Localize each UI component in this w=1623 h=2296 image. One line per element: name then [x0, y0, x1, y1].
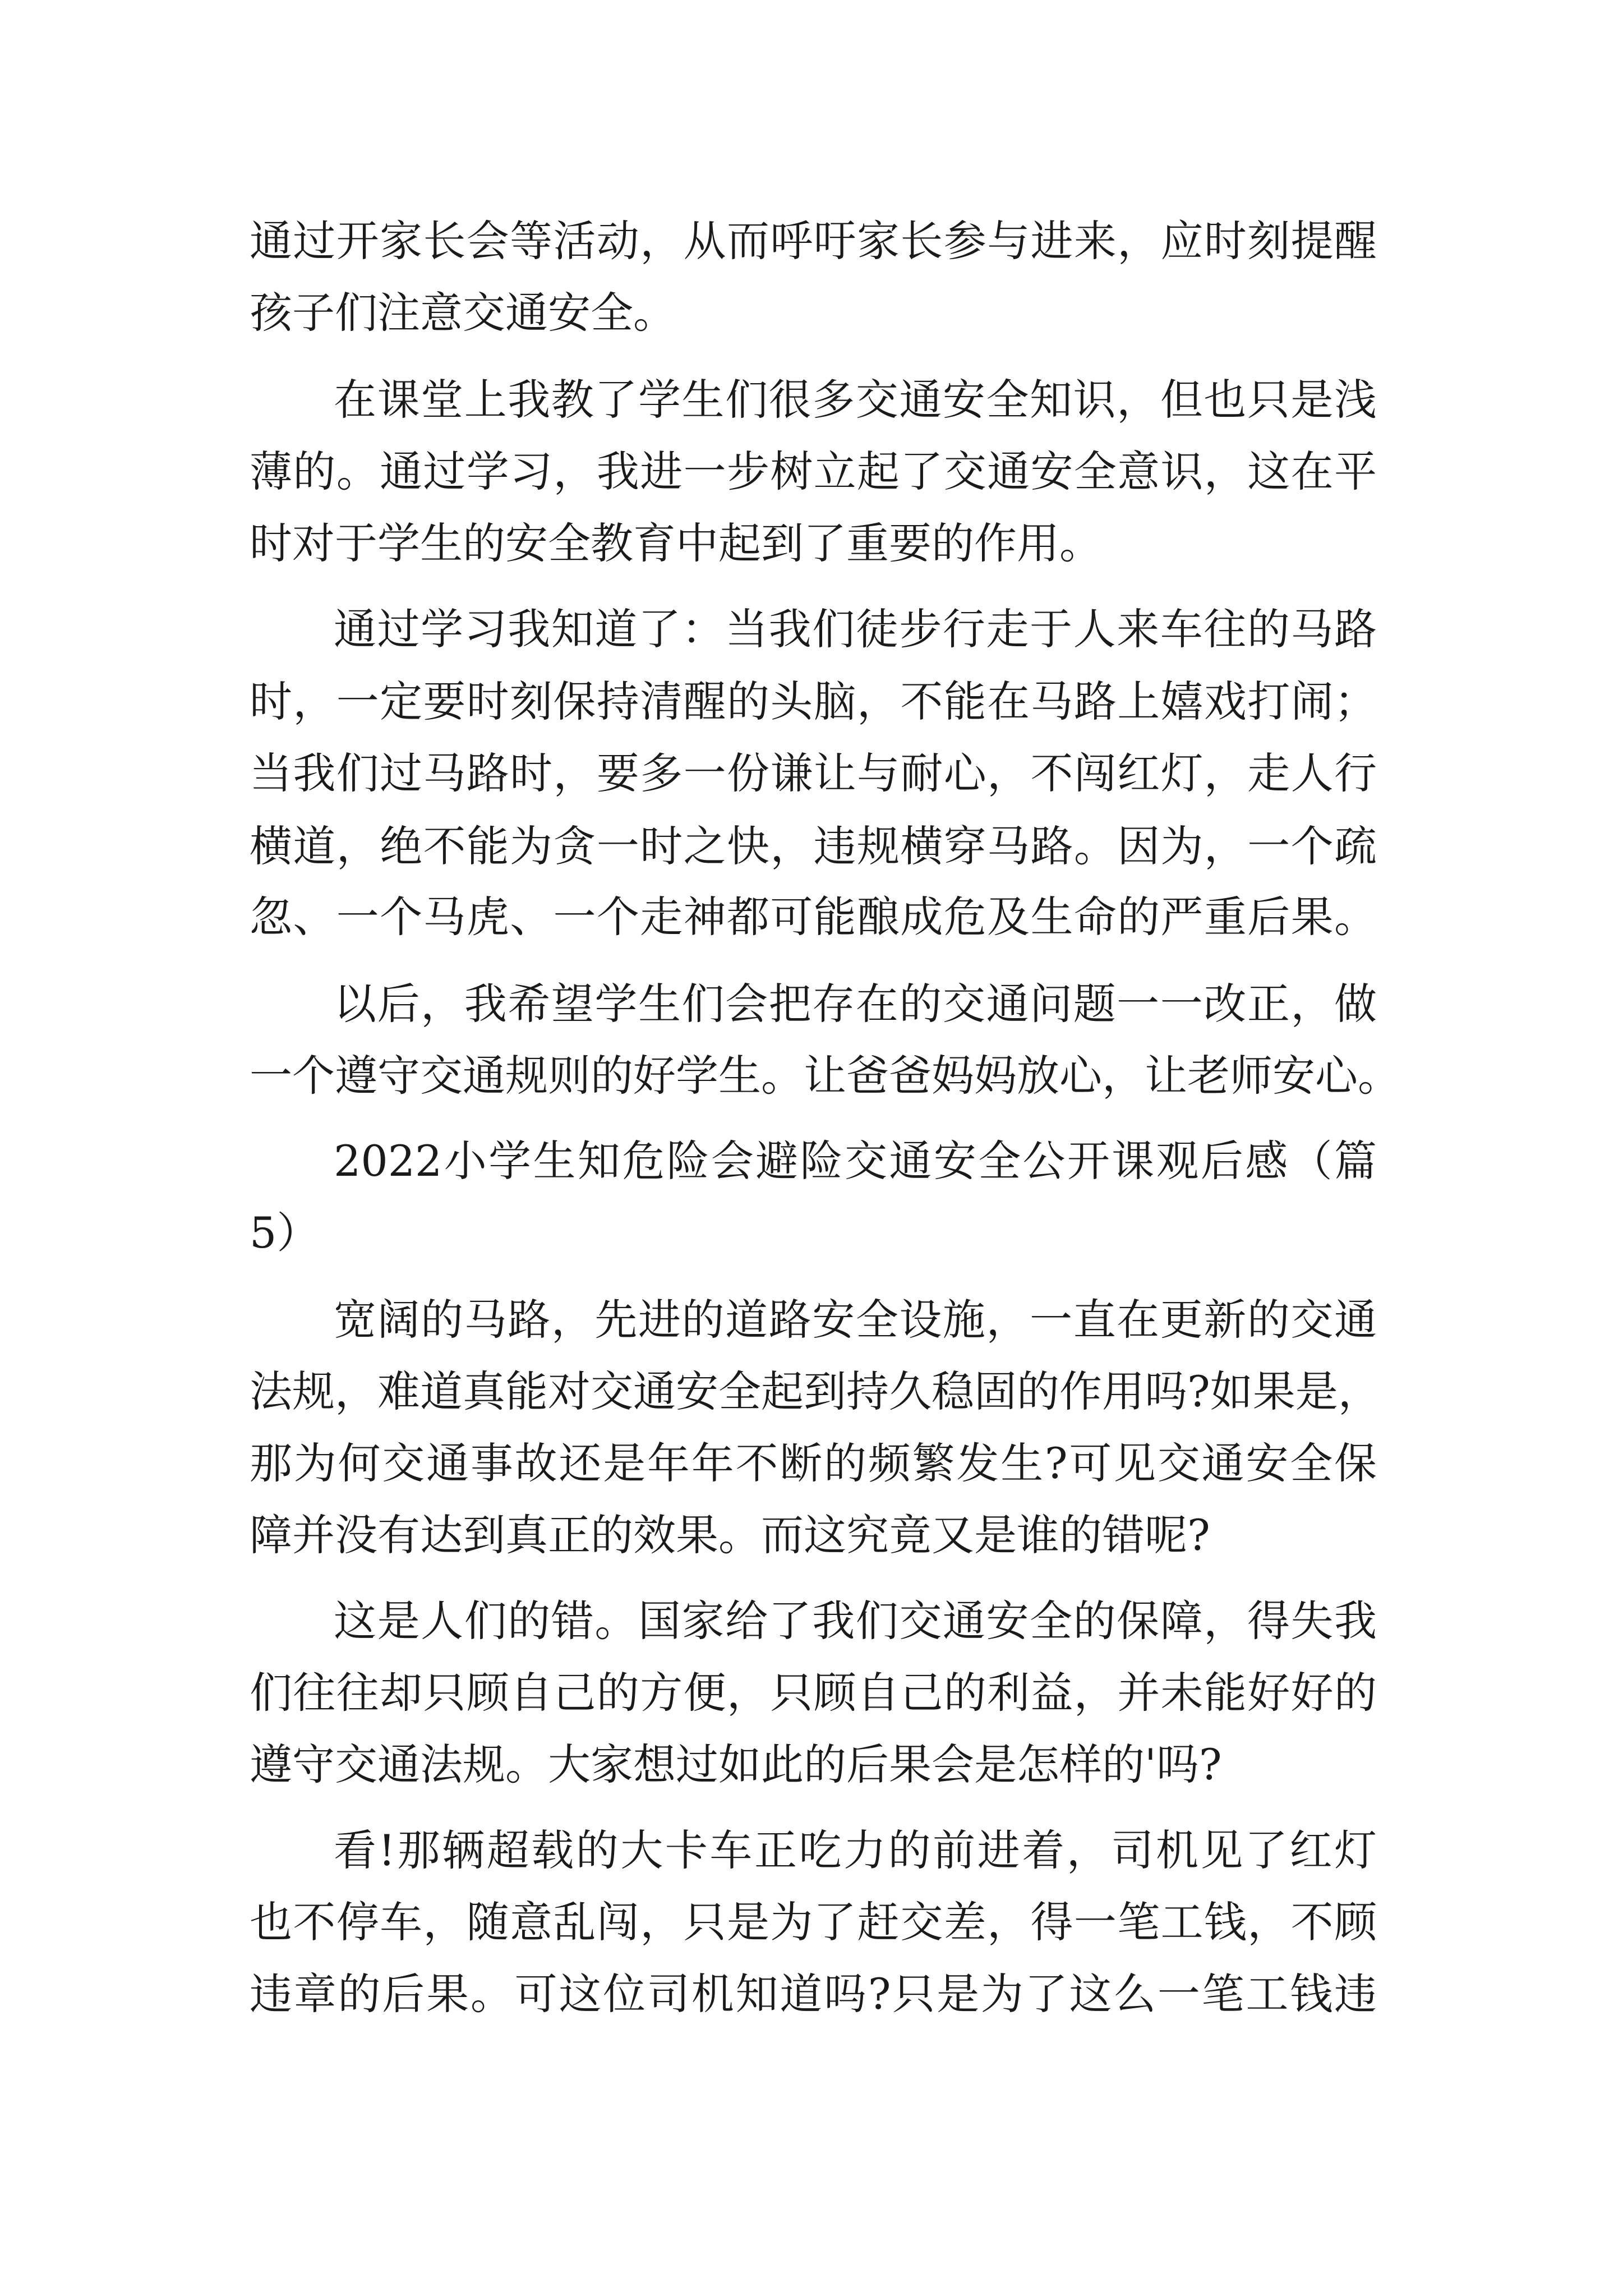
text-line: 违章的后果。可这位司机知道吗?只是为了这么一笔工钱违: [250, 1969, 1377, 2019]
text-line: 在课堂上我教了学生们很多交通安全知识，但也只是浅: [334, 375, 1377, 425]
text-line: 2022小学生知危险会避险交通安全公开课观后感（篇: [334, 1136, 1377, 1186]
text-line: 这是人们的错。国家给了我们交通安全的保障，得失我: [334, 1596, 1377, 1646]
text-line: 一个遵守交通规则的好学生。让爸爸妈妈放心，让老师安心。: [250, 1051, 1400, 1101]
text-line: 横道，绝不能为贪一时之快，违规横穿马路。因为，一个疏: [250, 821, 1377, 871]
text-line: 那为何交通事故还是年年不断的频繁发生?可见交通安全保: [250, 1438, 1377, 1488]
text-line: 们往往却只顾自己的方便，只顾自己的利益，并未能好好的: [250, 1668, 1377, 1718]
text-line: 时，一定要时刻保持清醒的头脑，不能在马路上嬉戏打闹；: [250, 677, 1377, 726]
text-line: 孩子们注意交通安全。: [250, 288, 676, 338]
text-line: 法规，难道真能对交通安全起到持久稳固的作用吗?如果是，: [250, 1366, 1381, 1416]
text-line: 也不停车，随意乱闯，只是为了赶交差，得一笔工钱，不顾: [250, 1897, 1377, 1947]
text-line: 遵守交通法规。大家想过如此的后果会是怎样的'吗?: [250, 1740, 1222, 1789]
text-line: 障并没有达到真正的效果。而这究竟又是谁的错呢?: [250, 1510, 1210, 1560]
text-line: 时对于学生的安全教育中起到了重要的作用。: [250, 518, 1102, 568]
text-line: 看!那辆超载的大卡车正吃力的前进着，司机见了红灯: [334, 1825, 1377, 1875]
text-line: 当我们过马路时，要多一份谦让与耐心，不闯红灯，走人行: [250, 748, 1377, 798]
text-line: 5）: [250, 1208, 320, 1258]
text-line: 以后，我希望学生们会把存在的交通问题一一改正，做: [334, 979, 1377, 1029]
text-line: 通过学习我知道了：当我们徒步行走于人来车往的马路: [334, 604, 1377, 654]
text-line: 薄的。通过学习，我进一步树立起了交通安全意识，这在平: [250, 447, 1377, 496]
text-line: 通过开家长会等活动，从而呼吁家长参与进来，应时刻提醒: [250, 216, 1377, 266]
text-line: 宽阔的马路，先进的道路安全设施，一直在更新的交通: [334, 1295, 1377, 1345]
text-line: 忽、一个马虎、一个走神都可能酿成危及生命的严重后果。: [250, 892, 1377, 942]
